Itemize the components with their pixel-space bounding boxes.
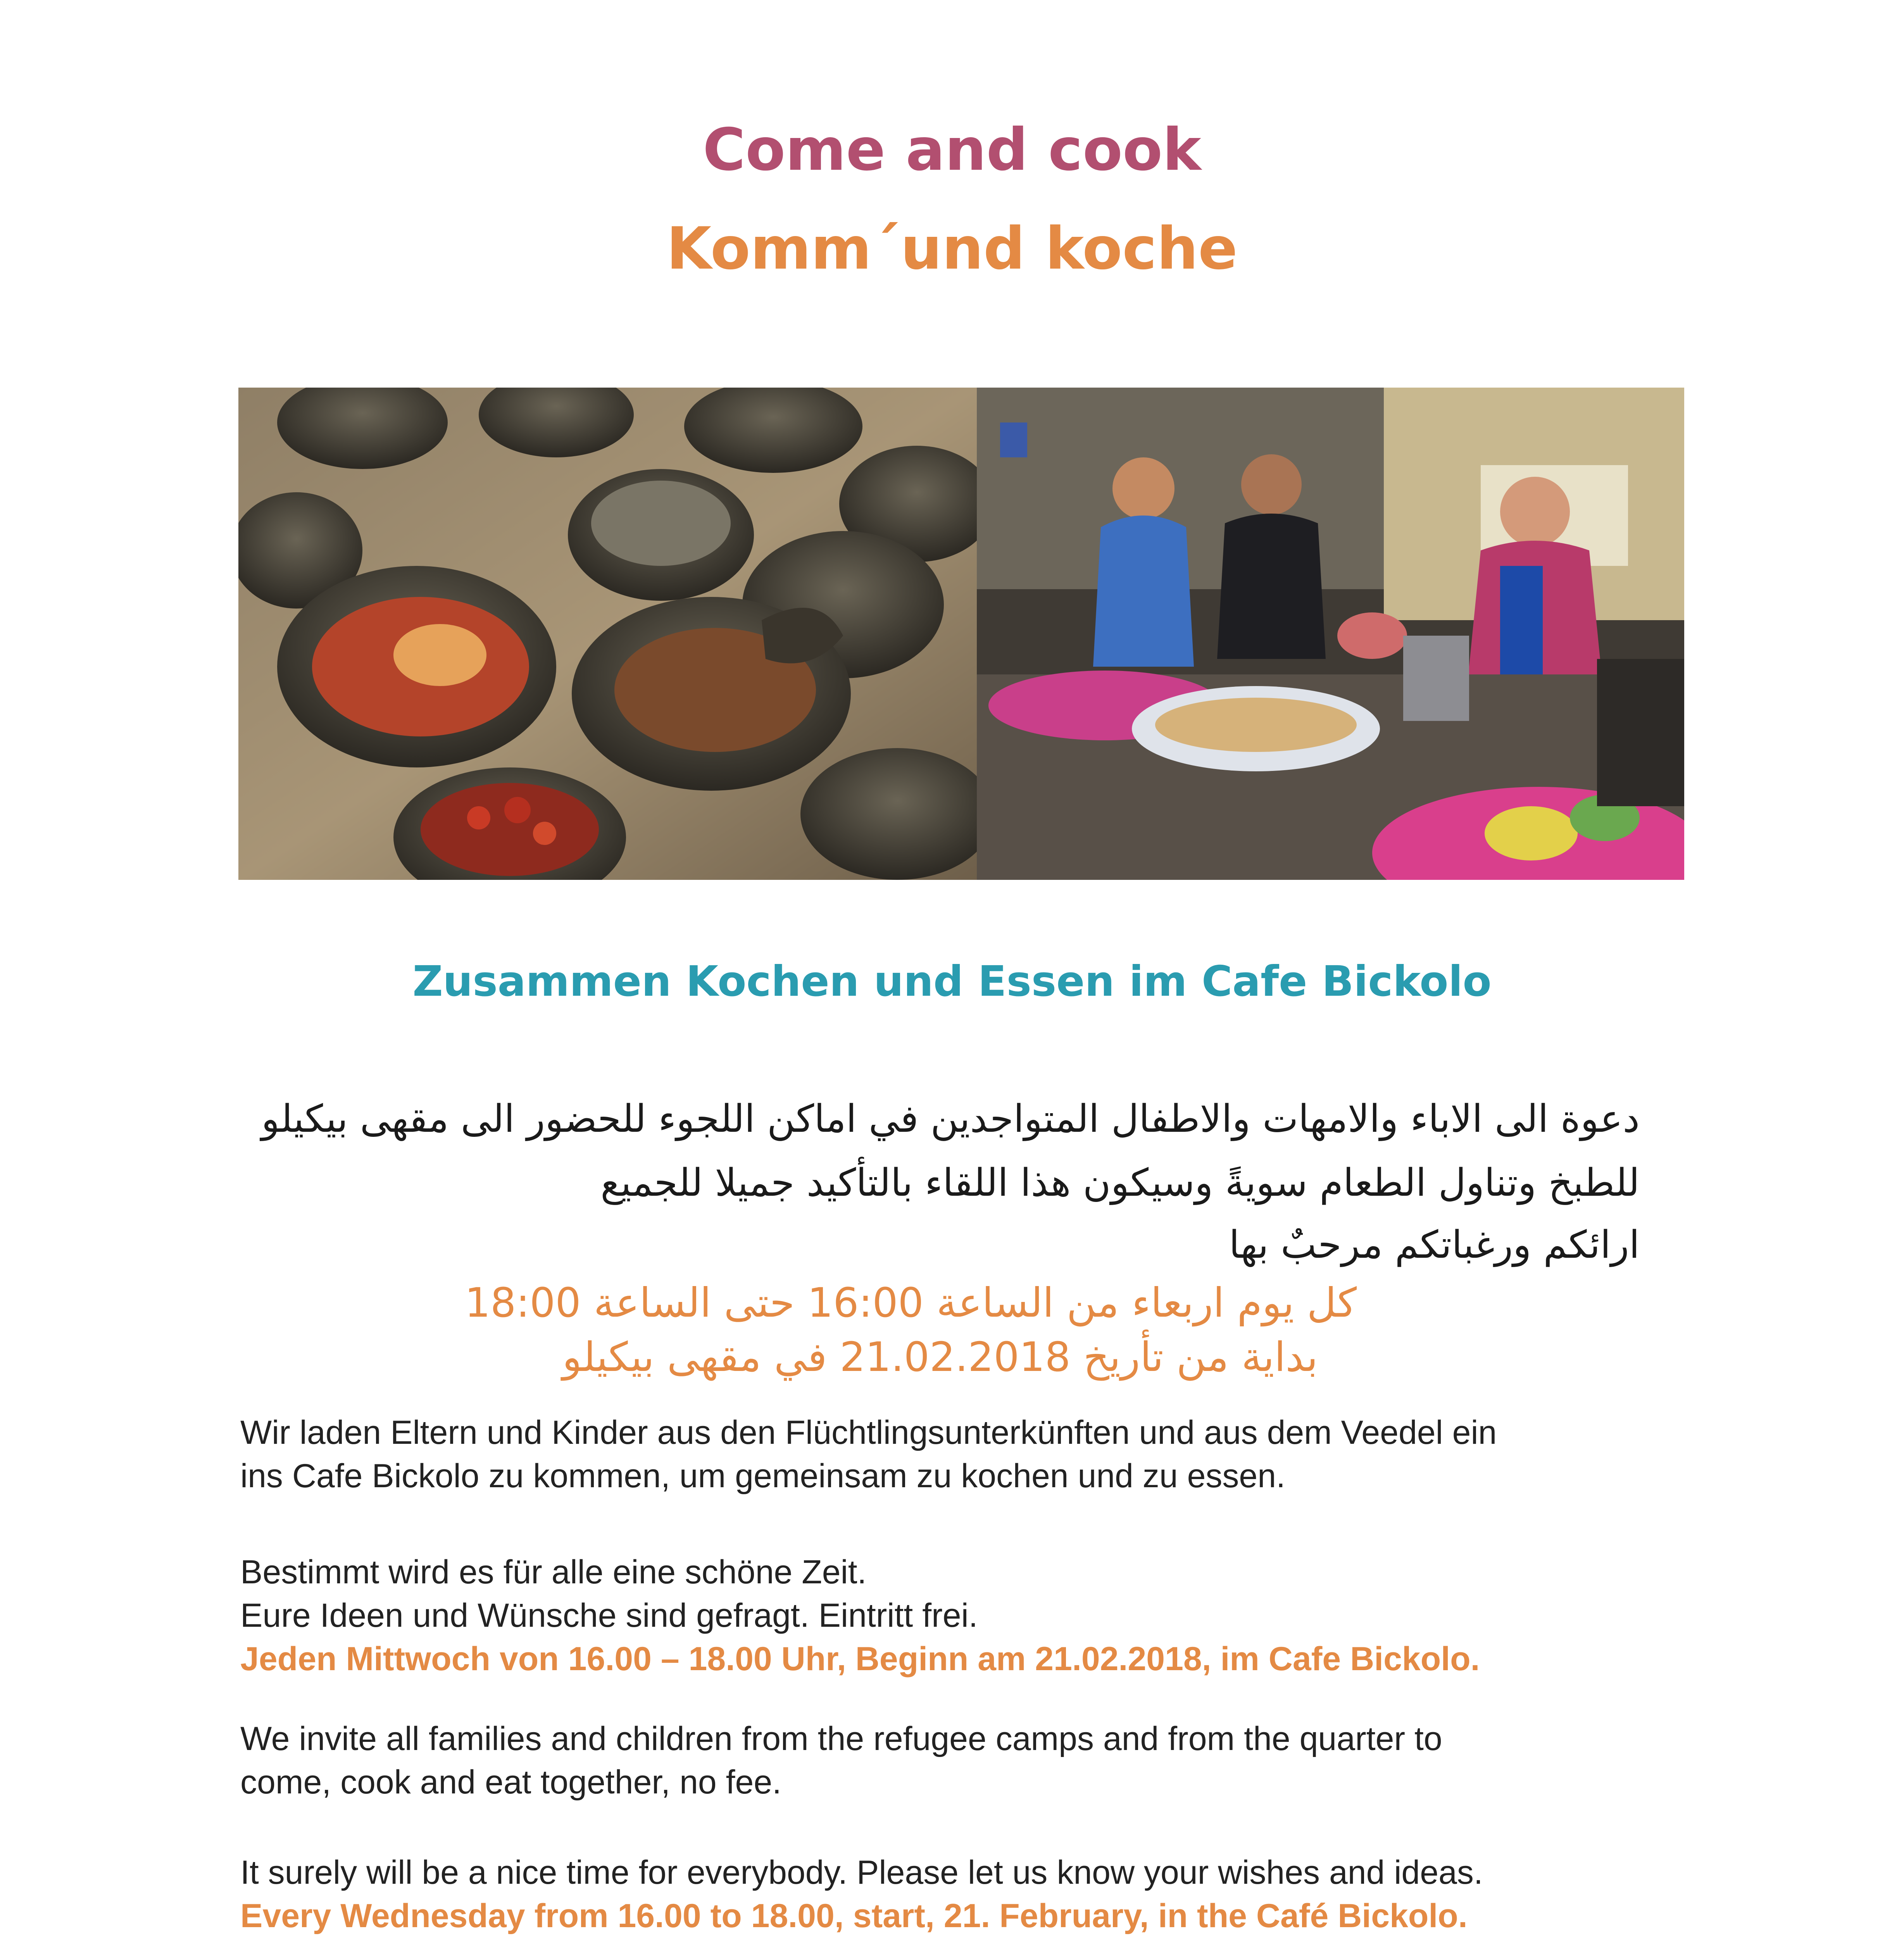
title-german: Komm´und koche (666, 215, 1238, 283)
english-details (240, 1851, 1690, 1938)
text-line: ins Cafe Bickolo zu kommen, um gemeinsam zu kochen und zu essen. (240, 1457, 1285, 1495)
arabic-line: دعوة الى الاباء والامهات والاطفال المتواجدين في اماكن اللجوء للحضور الى مقهى بيكيلو (261, 1097, 1640, 1141)
german-invitation (240, 1411, 1690, 1498)
arabic-line: للطبخ وتناول الطعام سويةً وسيكون هذا اللقاء بالتأكيد جميلا للجميع (600, 1161, 1640, 1205)
arabic-schedule: كل يوم اربعاء من الساعة 16:00 حتى الساعة 18:00 (464, 1279, 1357, 1326)
arabic-start-date: بداية من تأريخ 21.02.2018 في مقهى بيكيلو (562, 1333, 1318, 1381)
text-line: come, cook and eat together, no fee. (240, 1764, 782, 1801)
bowls-of-spices-photo (238, 388, 977, 880)
children-cooking-photo (977, 388, 1684, 880)
text-line: Wir laden Eltern und Kinder aus den Flüchtlingsunterkünften und aus dem Veedel ein (240, 1414, 1497, 1451)
event-subtitle: Zusammen Kochen und Essen im Cafe Bickolo (412, 957, 1492, 1006)
text-line: Bestimmt wird es für alle eine schöne Zeit. (240, 1554, 867, 1591)
english-schedule: Every Wednesday from 16.00 to 18.00, start, 21. February, in the Café Bickolo. (240, 1897, 1468, 1935)
english-invitation (240, 1717, 1690, 1804)
title-english: Come and cook (703, 116, 1201, 184)
text-line: We invite all families and children from the refugee camps and from the quarter to (240, 1720, 1442, 1757)
german-schedule: Jeden Mittwoch von 16.00 – 18.00 Uhr, Beginn am 21.02.2018, im Cafe Bickolo. (240, 1640, 1480, 1678)
text-line: Eure Ideen und Wünsche sind gefragt. Eintritt frei. (240, 1597, 978, 1634)
arabic-line: ارائكم ورغباتكم مرحبٌ بها (1229, 1223, 1640, 1267)
text-line: It surely will be a nice time for everybody. Please let us know your wishes and ideas. (240, 1854, 1483, 1891)
german-details (240, 1550, 1690, 1681)
